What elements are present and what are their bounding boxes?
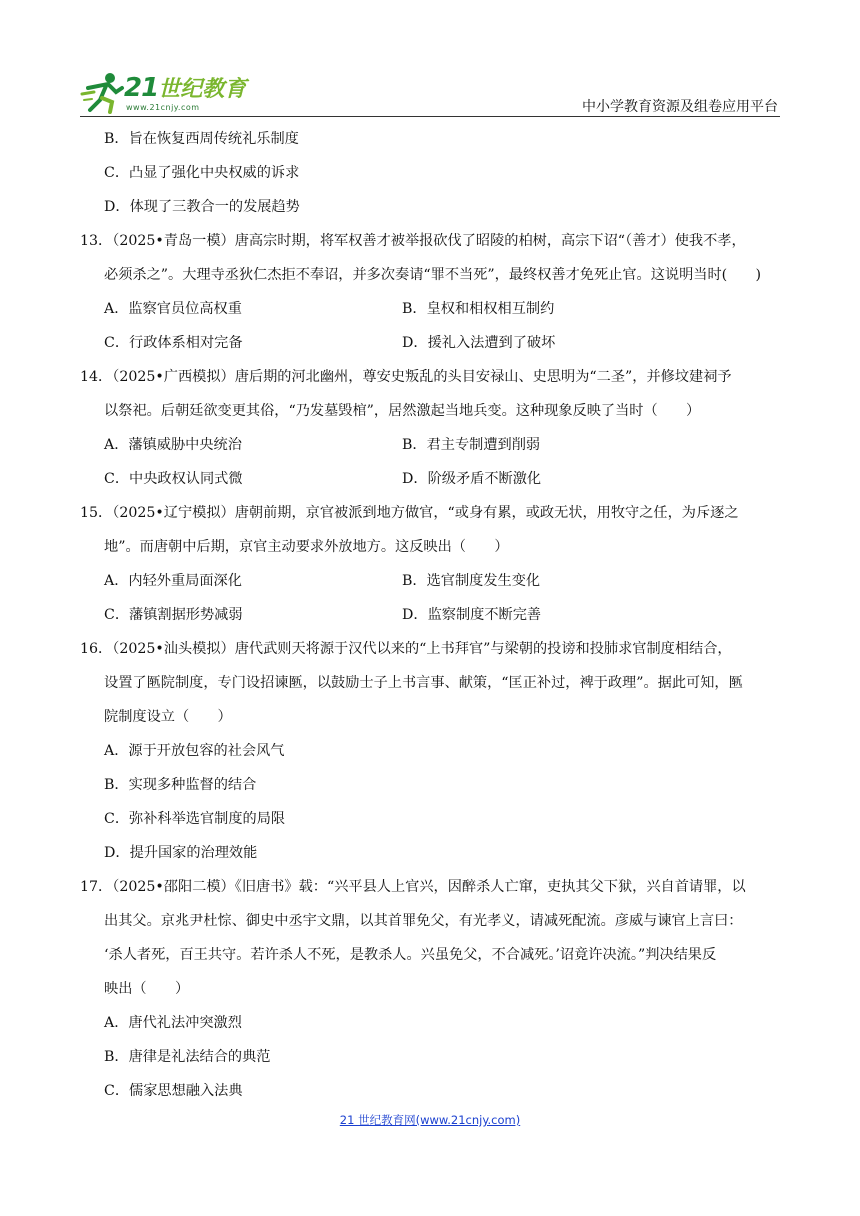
- question-stem-cont: 地”。而唐朝中后期，京官主动要求外放地方。这反映出（ ）: [104, 539, 509, 555]
- option-d: D．提升国家的治理效能: [104, 845, 258, 861]
- option-d: D．阶级矛盾不断激化: [402, 471, 542, 487]
- option-line: C．凸显了强化中央权威的诉求: [104, 165, 300, 181]
- option-c: C．中央政权认同式微: [104, 471, 243, 487]
- option-c: C．藩镇割据形势减弱: [104, 607, 243, 623]
- logo-number: 21: [124, 73, 159, 103]
- question-stem: 17．（2025•邵阳二模）《旧唐书》载：“兴平县人上官兴，因醉杀人亡窜，吏执其父下狱，兴自首请罪，以: [80, 879, 746, 895]
- option-row: [80, 564, 780, 598]
- question-12-options: [80, 122, 780, 224]
- option-row: [80, 326, 780, 360]
- question-stem-cont: 设置了匦院制度，专门设招谏匦，以鼓励士子上书言事、献策，“匡正补过，裨于政理”。据此可知，匦: [104, 675, 743, 691]
- page-header: [80, 62, 780, 118]
- question-list: [80, 122, 780, 1108]
- option-b: B．实现多种监督的结合: [104, 777, 257, 793]
- question-stem: 13．（2025•青岛一模）唐高宗时期，将军权善才被举报砍伐了昭陵的柏树，高宗下诏“（善才）使我不孝，: [80, 233, 746, 249]
- question-stem-cont: 院制度设立（ ）: [104, 709, 232, 725]
- logo-wordmark: [124, 72, 246, 103]
- option-b: B．皇权和相权相互制约: [402, 301, 555, 317]
- question-stem: 15．（2025•辽宁模拟）唐朝前期，京官被派到地方做官，“或身有累，或政无状，用牧守之任，为斥逐之: [80, 505, 739, 521]
- brand-logo[interactable]: [80, 70, 256, 118]
- option-a: A．藩镇威胁中央统治: [104, 437, 242, 453]
- option-a: A．监察官员位高权重: [104, 301, 242, 317]
- question-14: [80, 360, 780, 496]
- option-b: B．唐律是礼法结合的典范: [104, 1049, 271, 1065]
- question-13: [80, 224, 780, 360]
- question-stem: 14．（2025•广西模拟）唐后期的河北幽州，尊安史叛乱的头目安禄山、史思明为“二圣”，并修坟建祠予: [80, 369, 732, 385]
- option-a: A．内轻外重局面深化: [104, 573, 242, 589]
- option-line: D．体现了三教合一的发展趋势: [104, 199, 300, 215]
- runner-logo-icon: [80, 70, 126, 114]
- footer-link[interactable]: 21 世纪教育网(www.21cnjy.com): [339, 1113, 521, 1127]
- question-stem: 16．（2025•汕头模拟）唐代武则天将源于汉代以来的“上书拜官”与梁朝的投谤和投肺求官制度相结合，: [80, 641, 732, 657]
- option-row: [80, 428, 780, 462]
- option-b: B．君主专制遭到削弱: [402, 437, 541, 453]
- option-row: [80, 462, 780, 496]
- question-17: [80, 870, 780, 1108]
- question-stem-cont: 出其父。京兆尹杜悰、御史中丞宇文鼎，以其首罪免父，有光孝义，请减死配流。彦威与谏官上言曰：: [104, 913, 743, 929]
- question-stem-cont: 映出（ ）: [104, 981, 190, 997]
- option-line: B．旨在恢复西周传统礼乐制度: [104, 131, 299, 147]
- option-c: C．行政体系相对完备: [104, 335, 243, 351]
- question-15: [80, 496, 780, 632]
- option-row: [80, 598, 780, 632]
- question-16: [80, 632, 780, 870]
- question-stem-cont: 以祭祀。后朝廷欲变更其俗，“乃发墓毁棺”，居然激起当地兵变。这种现象反映了当时（ ）: [104, 403, 701, 419]
- option-d: D．监察制度不断完善: [402, 607, 542, 623]
- header-divider: [80, 116, 780, 117]
- option-c: C．儒家思想融入法典: [104, 1083, 243, 1099]
- logo-url: www.21cnjy.com: [126, 103, 200, 112]
- logo-chinese: 世纪教育: [158, 77, 247, 102]
- option-a: A．源于开放包容的社会风气: [104, 743, 285, 759]
- option-c: C．弥补科举选官制度的局限: [104, 811, 286, 827]
- option-a: A．唐代礼法冲突激烈: [104, 1015, 242, 1031]
- option-b: B．选官制度发生变化: [402, 573, 541, 589]
- question-stem-cont: ‘杀人者死，百王共守。若许杀人不死，是教杀人。兴虽免父，不合减死。’诏竟许决流。”判决结果反: [104, 947, 717, 963]
- question-stem-cont: 必须杀之”。大理寺丞狄仁杰拒不奉诏，并多次奏请“罪不当死”，最终权善才免死止官。这说明当时( ): [104, 267, 762, 283]
- option-row: [80, 292, 780, 326]
- platform-title: 中小学教育资源及组卷应用平台: [582, 99, 778, 115]
- option-d: D．援礼入法遭到了破坏: [402, 335, 556, 351]
